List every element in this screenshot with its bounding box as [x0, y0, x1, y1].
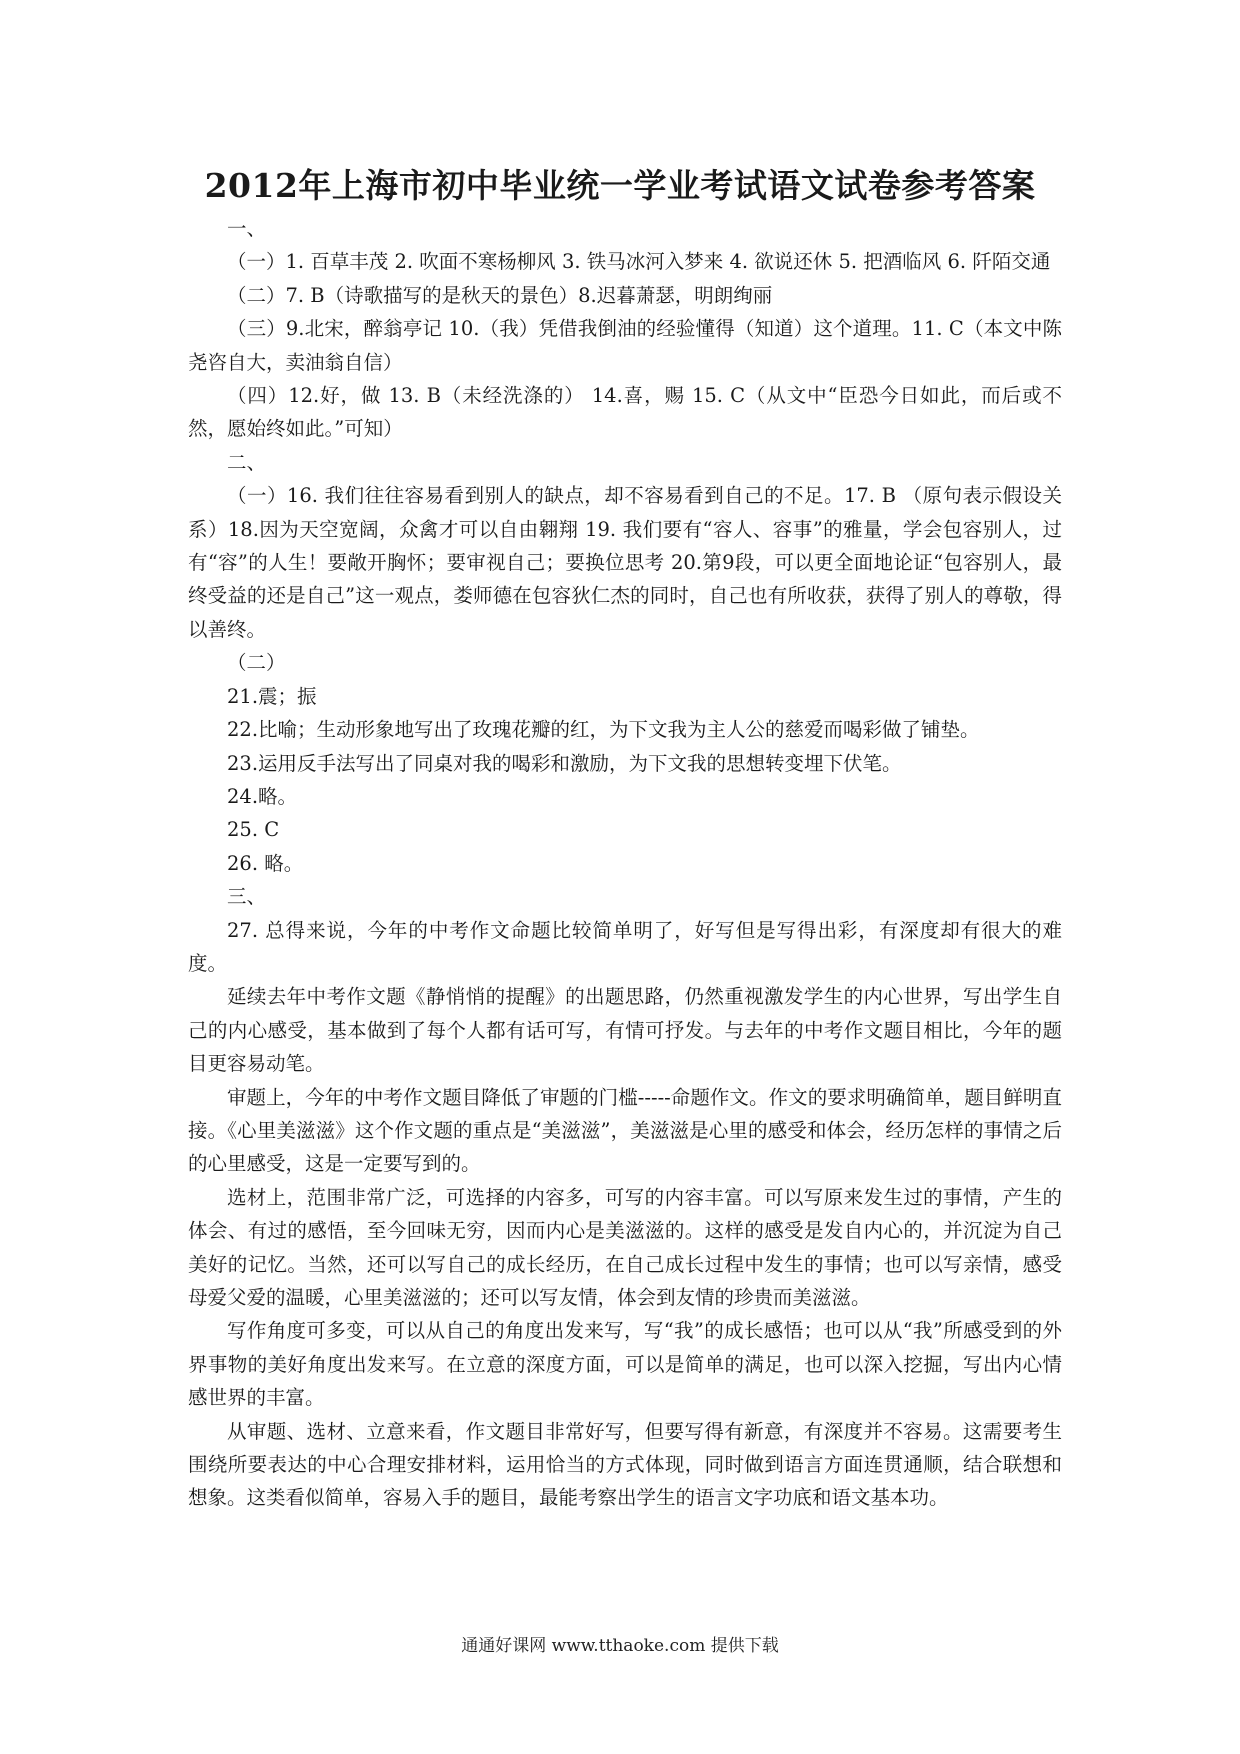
answer-paragraph: 22.比喻；生动形象地写出了玫瑰花瓣的红，为下文我为主人公的慈爱而喝彩做了铺垫。 [227, 718, 980, 742]
answer-paragraph: （一）1. 百草丰茂 2. 吹面不寒杨柳风 3. 铁马冰河入梦来 4. 欲说还休 5. 把酒临风 6. 阡陌交通 [227, 250, 1051, 274]
essay-paragraph: 写作角度可多变，可以从自己的角度出发来写，写“我”的成长感悟；也可以从“我”所感受到的外界事物的美好角度出发来写。在立意的深度方面，可以是简单的满足，也可以深入挖掘，写出内心情感世界的丰富。 [188, 1319, 1062, 1410]
essay-paragraph: 27. 总得来说，今年的中考作文命题比较简单明了，好写但是写得出彩，有深度却有很大的难度。 [188, 918, 1062, 975]
subsection-heading: （二） [227, 651, 286, 675]
section-heading: 二、 [227, 450, 267, 474]
page-footer: 通通好课网 www.tthaoke.com 提供下载 [461, 1636, 779, 1656]
answer-paragraph: 25. C [227, 818, 280, 842]
section-heading: 一、 [227, 217, 267, 240]
answer-paragraph: （一）16. 我们往往容易看到别人的缺点，却不容易看到自己的不足。17. B （原句表示假设关系）18.因为天空宽阔，众禽才可以自由翱翔 19. 我们要有“容人、容事”的雅量，学会包容别人，过有“容”的人生！要敞开胸怀；要审视自己；要换位思考 20.第9段，可以更全面地论证“包容别人，最终受益的还是自己”这一观点，娄师德在包容狄仁杰的同时，自己也有所收获，获得了别人的尊敬，得以善终。 [188, 484, 1062, 641]
essay-paragraph: 选材上，范围非常广泛，可选择的内容多，可写的内容丰富。可以写原来发生过的事情，产生的体会、有过的感悟，至今回味无穷，因而内心是美滋滋的。这样的感受是发自内心的，并沉淀为自己美好的记忆。当然，还可以写自己的成长经历，在自己成长过程中发生的事情；也可以写亲情，感受母爱父爱的温暖，心里美滋滋的；还可以写友情，体会到友情的珍贵而美滋滋。 [188, 1185, 1062, 1309]
answer-paragraph: 23.运用反手法写出了同桌对我的喝彩和激励，为下文我的思想转变埋下伏笔。 [227, 751, 902, 775]
answer-paragraph: 26. 略。 [227, 851, 304, 875]
answer-paragraph: 24.略。 [227, 784, 298, 808]
answer-paragraph: （二）7. B（诗歌描写的是秋天的景色）8.迟暮萧瑟，明朗绚丽 [227, 283, 773, 307]
section-heading: 三、 [227, 885, 267, 909]
essay-paragraph: 审题上，今年的中考作文题目降低了审题的门槛-----命题作文。作文的要求明确简单，题目鲜明直接。《心里美滋滋》这个作文题的重点是“美滋滋”，美滋滋是心里的感受和体会，经历怎样的事情之后的心里感受，这是一定要写到的。 [188, 1085, 1062, 1176]
answer-paragraph: 21.震；振 [227, 684, 317, 708]
answer-paragraph: （四）12.好，做 13. B（未经洗涤的） 14.喜，赐 15. C（从文中“臣恐今日如此，而后或不然，愿始终如此。”可知） [188, 384, 1062, 441]
essay-paragraph: 延续去年中考作文题《静悄悄的提醒》的出题思路，仍然重视激发学生的内心世界，写出学生自己的内心感受，基本做到了每个人都有话可写，有情可抒发。与去年的中考作文题目相比，今年的题目更容易动笔。 [188, 985, 1062, 1076]
essay-paragraph: 从审题、选材、立意来看，作文题目非常好写，但要写得有新意，有深度并不容易。这需要考生围绕所要表达的中心合理安排材料，运用恰当的方式体现，同时做到语言方面连贯通顺，结合联想和想象。这类看似简单，容易入手的题目，最能考察出学生的语言文字功底和语文基本功。 [188, 1419, 1062, 1510]
document-body [188, 212, 1062, 1515]
document-title: 2012年上海市初中毕业统一学业考试语文试卷参考答案 [204, 166, 1036, 205]
answer-paragraph: （三）9.北宋，醉翁亭记 10.（我）凭借我倒油的经验懂得（知道）这个道理。11. C（本文中陈尧咨自大，卖油翁自信） [188, 317, 1062, 374]
